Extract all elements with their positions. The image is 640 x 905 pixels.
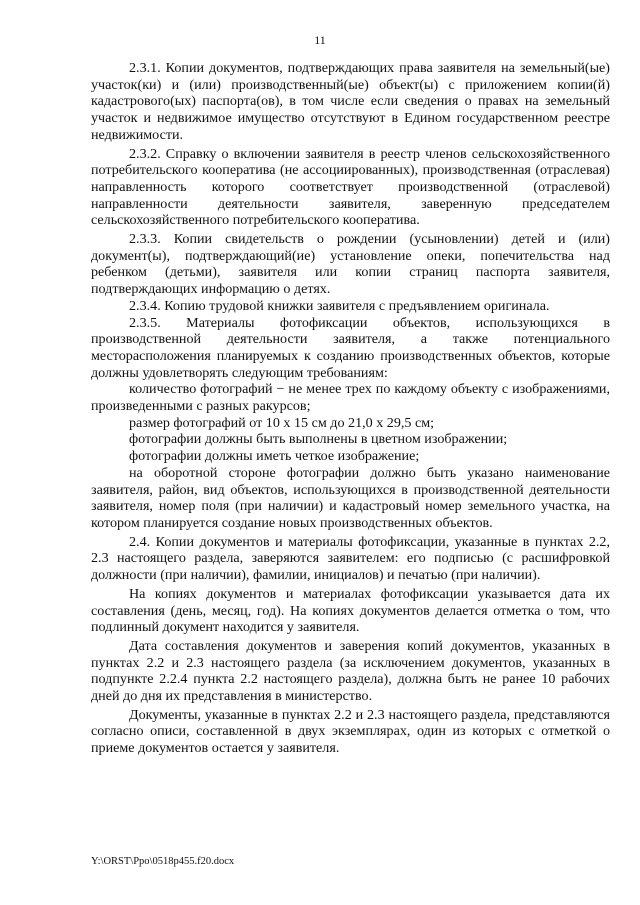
photo-requirement-clarity: фотографии должны иметь четкое изображение; (129, 448, 420, 465)
photo-requirement-size: размер фотографий от 10 х 15 см до 21,0 х 29,5 см; (129, 414, 435, 431)
paragraph-2-3-2: 2.3.2. Справку о включении заявителя в реестр членов сельскохозяйственного потребительского кооператива (не ассоциированных), производственная (отраслевая) направленность которого соответствует производственной (отраслевой) направленности деятельности заявителя, заверенную председателем сельскохозяйственного потребительского кооператива. (91, 145, 610, 229)
photo-requirement-color: фотографии должны быть выполнены в цветном изображении; (129, 431, 508, 448)
paragraph-copy-date-limit: Дата составления документов и заверения копий документов, указанных в пунктах 2.2 и 2.3 настоящего раздела (за исключением документов, указанных в подпункте 2.2.4 пункта 2.2 настоящего раздела), должна быть не ранее 10 рабочих дней до дня их представления в министерство. (91, 637, 610, 705)
file-path-footer: Y:\ORST\Ppo\0518p455.f20.docx (91, 856, 235, 867)
paragraph-2-3-1: 2.3.1. Копии документов, подтверждающих права заявителя на земельный(ые) участок(ки) и (или) производственный(ые) объект(ы) с приложением копии(й) кадастрового(ых) паспорта(ов), в том числе если сведения о правах на земельный участок и недвижимое имущество отсутствуют в Едином государственном реестре недвижимости. (91, 60, 610, 143)
paragraph-2-3-5: 2.3.5. Материалы фотофиксации объектов, использующихся в производственной деятельности заявителя, а также потенциального месторасположения планируемых к созданию производственных объектов, которые должны удовлетворять следующим требованиям: (91, 314, 610, 381)
paragraph-2-3-4: 2.3.4. Копию трудовой книжки заявителя с предъявлением оригинала. (129, 297, 550, 314)
document-body (91, 60, 610, 757)
paragraph-copy-date-note: На копиях документов и материалах фотофиксации указывается дата их составления (день, месяц, год). На копиях документов делается отметка о том, что подлинный документ находится у заявителя. (91, 585, 610, 636)
paragraph-inventory: Документы, указанные в пунктах 2.2 и 2.3 настоящего раздела, представляются согласно описи, составленной в двух экземплярах, один из которых с отметкой о приеме документов остается у заявителя. (91, 706, 610, 757)
photo-requirement-count: количество фотографий − не менее трех по каждому объекту с изображениями, произведенными с разных ракурсов; (91, 381, 610, 415)
paragraph-2-4: 2.4. Копии документов и материалы фотофиксации, указанные в пунктах 2.2, 2.3 настоящего раздела, заверяются заявителем: его подписью (с расшифровкой должности (при наличии), фамилии, инициалов) и печатью (при наличии). (91, 533, 610, 584)
photo-requirement-backside: на оборотной стороне фотографии должно быть указано наименование заявителя, район, вид объектов, использующихся в производственной деятельности заявителя, номер поля (при наличии) и кадастровый номер земельного участка, на котором планируется создание новых производственных объектов. (91, 464, 610, 531)
paragraph-2-3-3: 2.3.3. Копии свидетельств о рождении (усыновлении) детей и (или) документ(ы), подтверждающий(ие) установление опеки, попечительства над ребенком (детьми), заявителя или копии страниц паспорта заявителя, подтверждающих информацию о детях. (91, 231, 610, 298)
page-number: 11 (314, 33, 326, 47)
